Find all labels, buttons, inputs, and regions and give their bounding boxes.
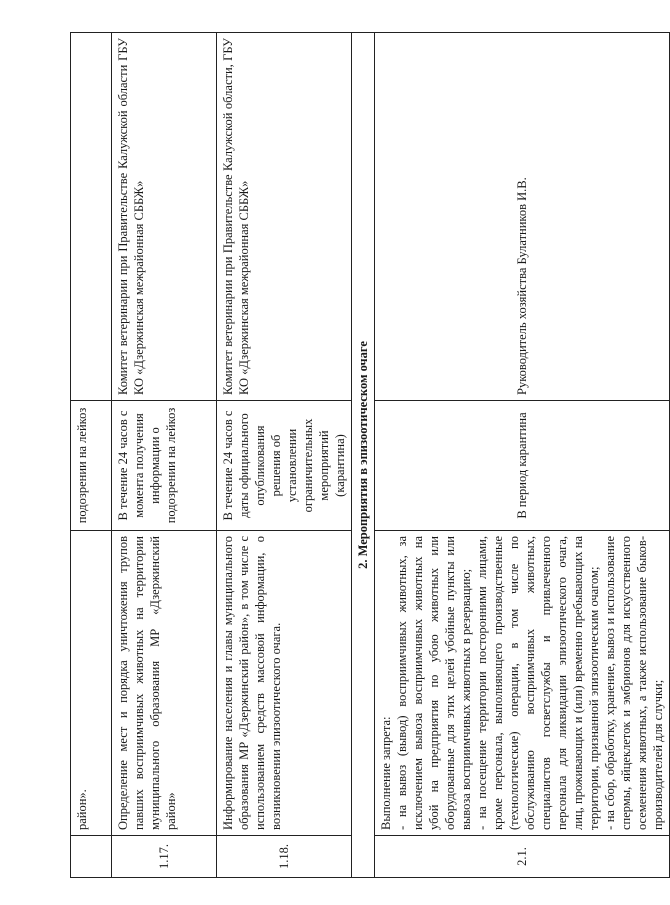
row-number: 2.1. [375,836,670,878]
responsible-cell: Руководитель хозяйства Булатников И.В. [375,33,670,401]
rotated-page [70,33,665,878]
section-header-row [352,33,375,878]
action-cell: район». [71,531,112,836]
responsible-cell: Комитет ветеринарии при Правительстве Калужской области, ГБУ КО «Дзержинская межрайонная СББЖ» [217,33,352,401]
term-cell: В период карантина [375,401,670,531]
table-row [112,33,217,878]
responsible-cell [71,33,112,401]
section-title: 2. Мероприятия в эпизоотическом очаге [352,33,375,878]
action-cell: Определение мест и порядка уничтожения трупов павших восприимчивых животных на территории муниципального образования МР «Дзержинский район» [112,531,217,836]
term-cell: подозрении на лейкоз [71,401,112,531]
action-cell [375,531,670,836]
action-line: - на посещение территории посторонними лицами, кроме персонала, выполняющего производственные (технологические) операции, в том числе по обслуживанию восприимчивых животных, специалистов госветслужбы и привлеченного персонала для ликвидации эпизоотического очага, лиц, проживающих и (или) временно пребывающих на территории, признанной эпизоотическим очагом; [475,536,601,830]
table-row [375,33,670,878]
action-line: - на вывоз (вывод) восприимчивых животных, за исключением вывоза восприимчивых животных на убой на предприятия по убою животных или оборудованные для этих целей убойные пункты или вывоза восприимчивых животных в резервацию; [395,536,473,830]
action-line: Выполнение запрета: [379,716,393,830]
responsible-cell: Комитет ветеринарии при Правительстве Калужской области ГБУ КО «Дзержинская межрайонная СББЖ» [112,33,217,401]
row-number: 1.17. [112,836,217,878]
table-row [217,33,352,878]
term-cell: В течение 24 часов с даты официального опубликования решения об установлении ограничительных мероприятий (карантина) [217,401,352,531]
action-line: - на сбор, обработку, хранение, вывоз и использование спермы, яйцеклеток и эмбрионов для искусственного осеменения животных, а также использование быков-производителей для случки; [603,536,665,830]
row-number: 1.18. [217,836,352,878]
measures-table [70,32,670,878]
table-row [71,33,112,878]
term-cell: В течение 24 часов с момента получения информации о подозрении на лейкоз [112,401,217,531]
action-cell: Информирование населения и главы муниципального образования МР «Дзержинский район», в том числе с использованием средств массовой информации, о возникновении эпизоотического очага. [217,531,352,836]
row-number [71,836,112,878]
